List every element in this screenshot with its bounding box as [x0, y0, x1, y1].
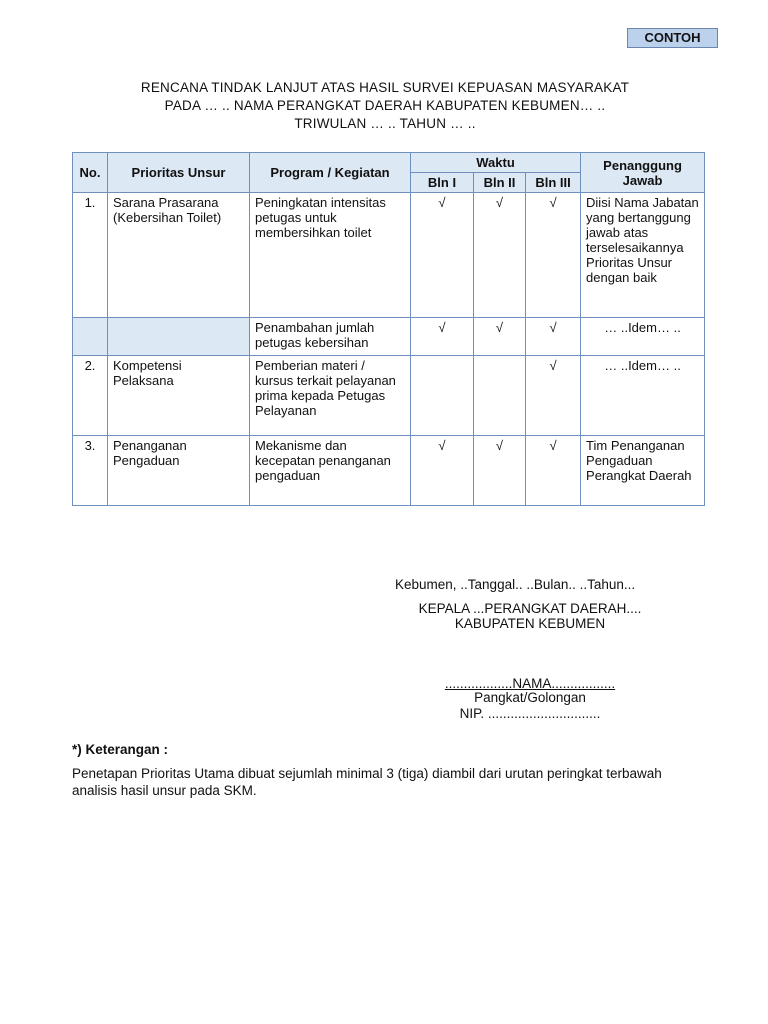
check-mark: √: [474, 436, 526, 506]
row-program: Penambahan jumlah petugas kebersihan: [250, 318, 411, 356]
row-no: 3.: [73, 436, 108, 506]
row-penanggung-jawab: Diisi Nama Jabatan yang bertanggung jawab atas terselesaikannya Prioritas Unsur dengan baik: [581, 193, 705, 318]
check-mark: √: [526, 356, 581, 436]
check-mark: √: [526, 318, 581, 356]
note-text: Penetapan Prioritas Utama dibuat sejumlah minimal 3 (tiga) diambil dari urutan peringkat terbawah analisis hasil unsur pada SKM.: [72, 766, 662, 798]
signature-name: ..................NAMA.................: [444, 676, 616, 691]
table-row: [73, 318, 705, 356]
contoh-badge: CONTOH: [627, 28, 718, 48]
header-waktu: Waktu: [411, 153, 581, 173]
check-mark: √: [411, 318, 474, 356]
table-row: [73, 436, 705, 506]
table-row: [73, 193, 705, 318]
header-penanggung-jawab: Penanggung Jawab: [581, 153, 705, 193]
header-bln-2: Bln II: [474, 173, 526, 193]
check-mark: √: [526, 436, 581, 506]
note-title: *) Keterangan :: [72, 742, 169, 757]
row-prioritas: Kompetensi Pelaksana: [108, 356, 250, 436]
signature-position: [380, 601, 680, 631]
check-mark: √: [411, 193, 474, 318]
row-program: Mekanisme dan kecepatan penanganan pengaduan: [250, 436, 411, 506]
signature-nip: NIP. ..............................: [459, 706, 601, 721]
title-line-2: PADA … .. NAMA PERANGKAT DAERAH KABUPATEN KEBUMEN… ..: [164, 98, 606, 113]
header-bln-1: Bln I: [411, 173, 474, 193]
check-mark: √: [411, 436, 474, 506]
signature-place-date: Kebumen, ..Tanggal.. ..Bulan.. ..Tahun...: [395, 577, 636, 592]
check-mark: √: [526, 193, 581, 318]
table-row: [73, 356, 705, 436]
row-prioritas: Sarana Prasarana (Kebersihan Toilet): [108, 193, 250, 318]
action-plan-table: [72, 152, 705, 506]
check-mark: [474, 356, 526, 436]
row-program: Peningkatan intensitas petugas untuk membersihkan toilet: [250, 193, 411, 318]
row-prioritas: Penanganan Pengaduan: [108, 436, 250, 506]
signature-position-line-1: KEPALA ...PERANGKAT DAERAH....: [418, 601, 642, 616]
signature-rank: Pangkat/Golongan: [474, 690, 586, 705]
check-mark: [411, 356, 474, 436]
check-mark: √: [474, 318, 526, 356]
header-prioritas: Prioritas Unsur: [108, 153, 250, 193]
row-program: Pemberian materi / kursus terkait pelayanan prima kepada Petugas Pelayanan: [250, 356, 411, 436]
row-no: 1.: [73, 193, 108, 318]
row-no: [73, 318, 108, 356]
check-mark: √: [474, 193, 526, 318]
row-penanggung-jawab: … ..Idem… ..: [581, 356, 705, 436]
row-penanggung-jawab: Tim Penanganan Pengaduan Perangkat Daerah: [581, 436, 705, 506]
header-program: Program / Kegiatan: [250, 153, 411, 193]
row-prioritas: [108, 318, 250, 356]
title-line-3: TRIWULAN … .. TAHUN … ..: [294, 116, 476, 131]
row-no: 2.: [73, 356, 108, 436]
row-penanggung-jawab: … ..Idem… ..: [581, 318, 705, 356]
signature-position-line-2: KABUPATEN KEBUMEN: [454, 616, 606, 631]
document-title: [60, 79, 710, 133]
header-bln-3: Bln III: [526, 173, 581, 193]
header-no: No.: [73, 153, 108, 193]
title-line-1: RENCANA TINDAK LANJUT ATAS HASIL SURVEI KEPUASAN MASYARAKAT: [140, 80, 630, 95]
